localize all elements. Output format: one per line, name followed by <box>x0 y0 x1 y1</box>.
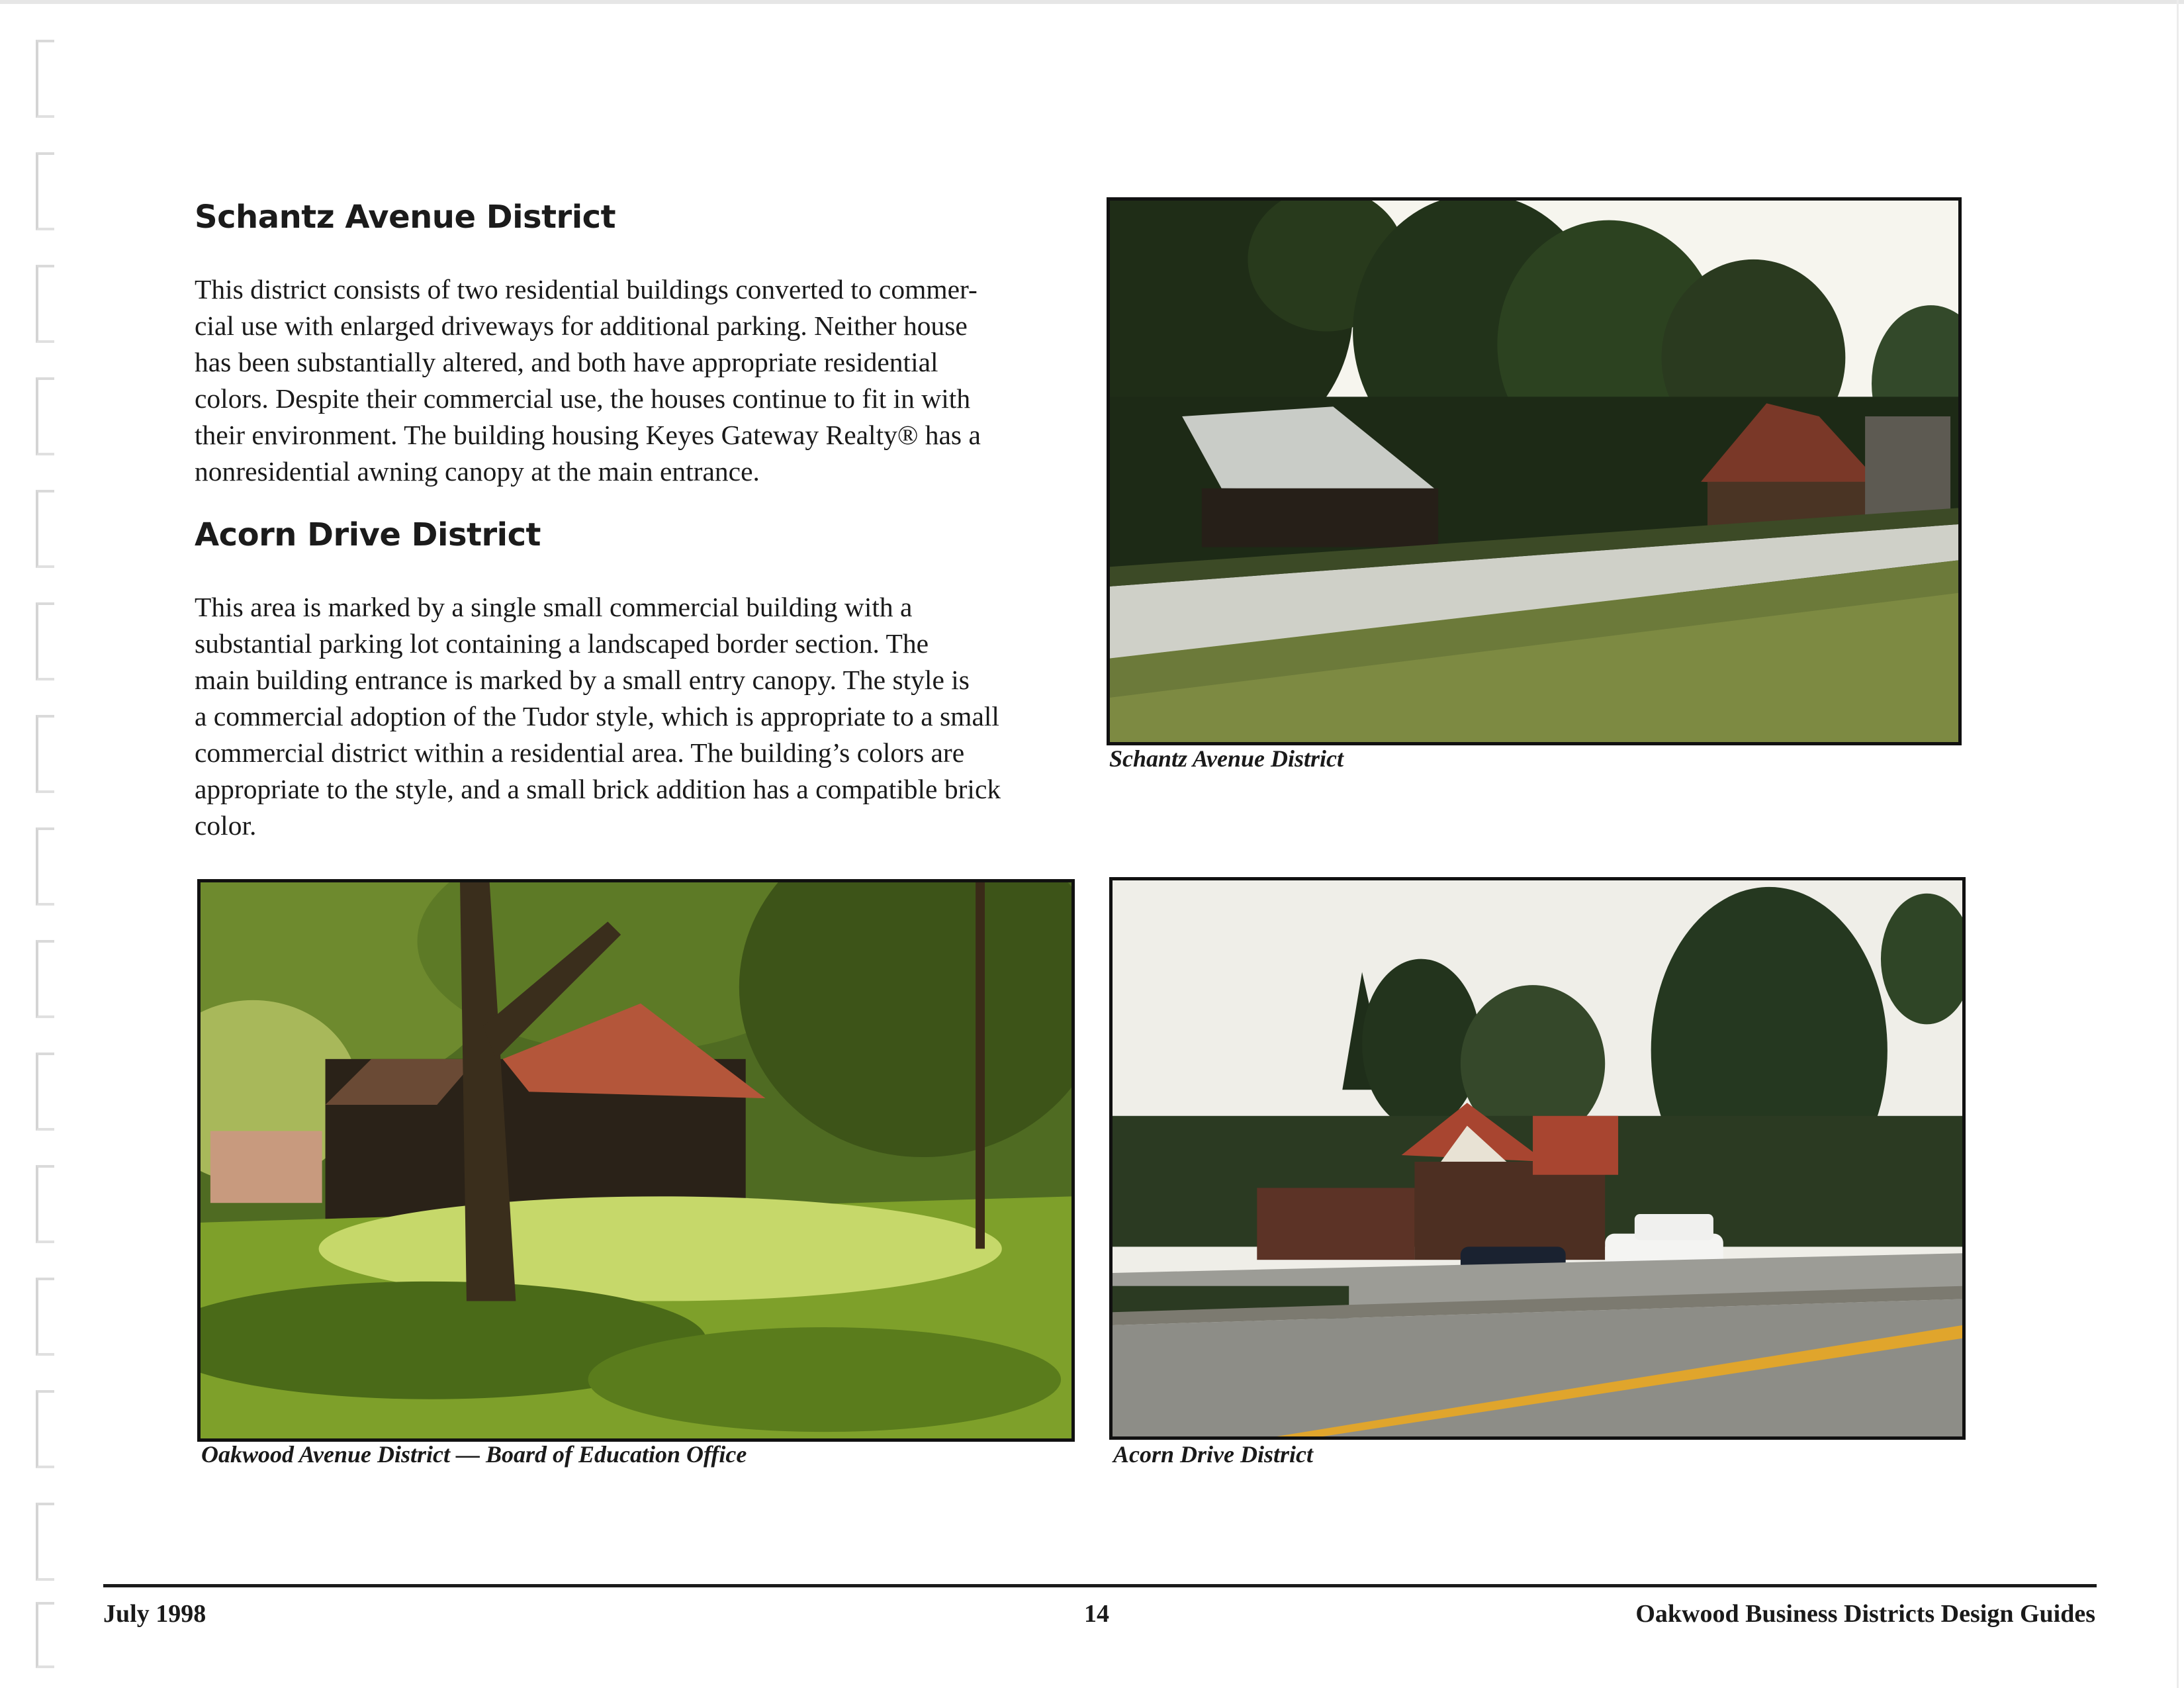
photo-acorn-drive <box>1109 877 1966 1440</box>
photo-oakwood-image <box>201 882 1071 1438</box>
page-right-edge <box>2177 0 2179 1688</box>
text-line: colors. Despite their commercial use, the houses continue to fit in with <box>195 383 971 414</box>
binder-mark <box>36 1165 54 1243</box>
binder-mark <box>36 377 54 455</box>
photo-acorn-image <box>1113 880 1962 1436</box>
page-top-edge <box>0 0 2184 4</box>
text-line: cial use with enlarged driveways for additional parking. Neither house <box>195 310 968 341</box>
binder-mark <box>36 1503 54 1581</box>
binder-mark <box>36 1390 54 1468</box>
caption-acorn: Acorn Drive District <box>1113 1441 1313 1468</box>
footer-publication-title: Oakwood Business Districts Design Guides <box>1635 1600 2095 1628</box>
binder-mark <box>36 715 54 793</box>
photo-schantz-image <box>1110 201 1958 742</box>
section-heading-schantz: Schantz Avenue District <box>195 199 616 236</box>
text-line: appropriate to the style, and a small brick addition has a compatible brick <box>195 774 1001 804</box>
text-line: has been substantially altered, and both have appropriate residential <box>195 347 938 377</box>
text-line: substantial parking lot containing a landscaped border section. The <box>195 628 929 659</box>
caption-schantz: Schantz Avenue District <box>1109 745 1344 772</box>
text-line: color. <box>195 810 257 841</box>
text-line: a commercial adoption of the Tudor style, which is appropriate to a small <box>195 701 999 731</box>
binder-mark <box>36 1602 54 1668</box>
binder-mark <box>36 602 54 680</box>
text-line: their environment. The building housing Keyes Gateway Realty® has a <box>195 420 981 450</box>
footer-rule <box>103 1584 2097 1587</box>
text-line: main building entrance is marked by a small entry canopy. The style is <box>195 665 970 695</box>
binder-mark <box>36 265 54 343</box>
binder-mark <box>36 1278 54 1356</box>
section-body-acorn <box>195 589 1095 844</box>
binder-mark <box>36 1053 54 1131</box>
footer-date: July 1998 <box>103 1600 206 1628</box>
section-heading-acorn: Acorn Drive District <box>195 516 541 553</box>
text-line: nonresidential awning canopy at the main entrance. <box>195 456 760 487</box>
footer-page-number: 14 <box>1084 1600 1109 1628</box>
text-line: This district consists of two residential buildings converted to commer- <box>195 274 978 305</box>
photo-schantz-avenue <box>1107 197 1962 745</box>
section-body-schantz <box>195 271 1095 490</box>
caption-oakwood: Oakwood Avenue District — Board of Education Office <box>201 1441 747 1468</box>
text-line: commercial district within a residential area. The building’s colors are <box>195 737 965 768</box>
binder-mark <box>36 152 54 230</box>
binder-mark <box>36 40 54 118</box>
photo-oakwood-avenue <box>197 879 1075 1442</box>
binder-mark <box>36 827 54 906</box>
binder-mark <box>36 940 54 1018</box>
binder-mark <box>36 490 54 568</box>
text-line: This area is marked by a single small commercial building with a <box>195 592 913 622</box>
